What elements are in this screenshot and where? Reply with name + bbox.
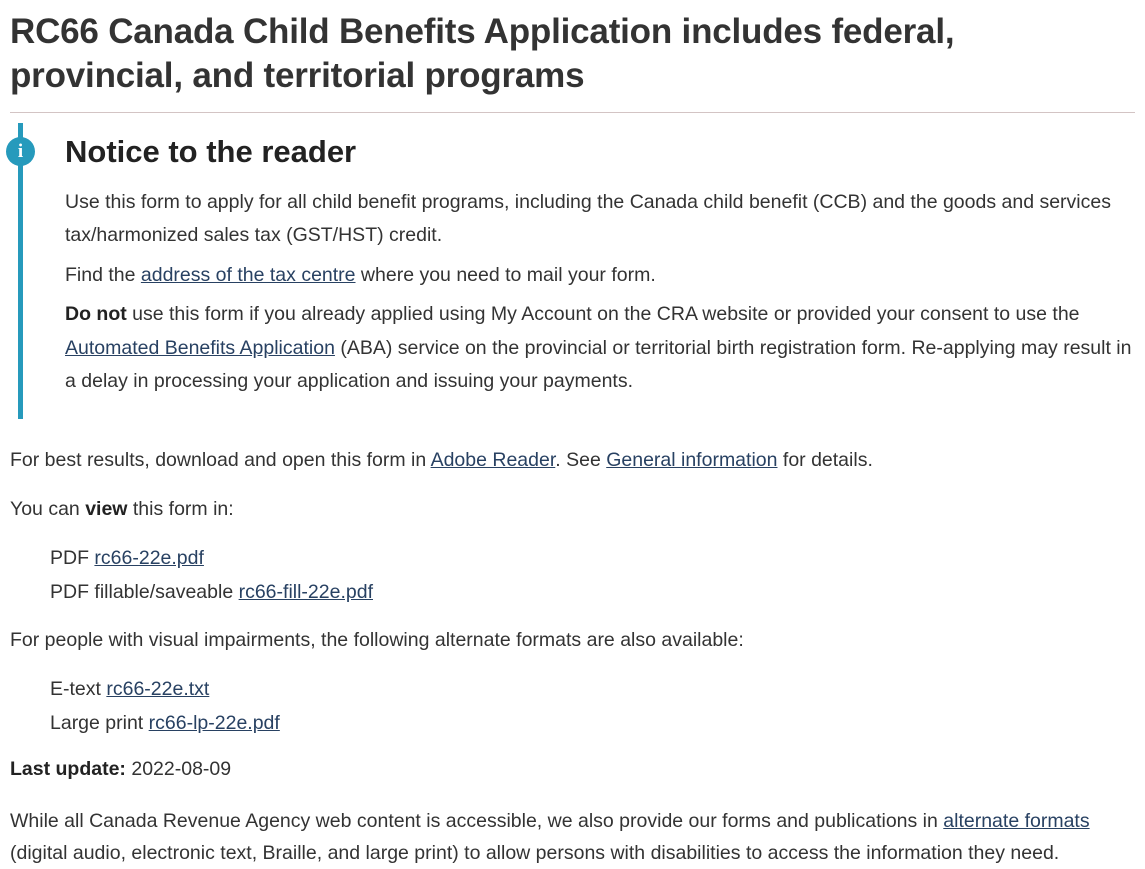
last-update xyxy=(10,755,1135,784)
view-suffix: this form in: xyxy=(127,498,234,521)
notice-p3-part1: use this form if you already applied using My Account on the CRA website or provided your consent to use the xyxy=(126,303,1080,326)
alt-format-label: E-text xyxy=(50,677,107,700)
best-results-suffix: for details. xyxy=(777,448,873,471)
notice-heading: Notice to the reader xyxy=(65,133,357,169)
document-page xyxy=(0,10,1145,869)
list-item xyxy=(50,708,1135,739)
format-list xyxy=(10,543,1135,608)
notice-paragraph-3 xyxy=(65,298,1135,399)
view-form-paragraph xyxy=(10,494,1135,525)
best-results-mid: . See xyxy=(555,448,607,471)
closing-part1: While all Canada Revenue Agency web content is accessible, we also provide our forms and publications in xyxy=(10,810,944,833)
best-results-paragraph xyxy=(10,445,1135,476)
general-information-link[interactable]: General information xyxy=(606,448,778,471)
alternate-format-list xyxy=(10,674,1135,739)
notice-paragraph-2 xyxy=(65,259,1135,293)
notice-p2-prefix: Find the xyxy=(65,263,141,286)
alternate-formats-link[interactable]: alternate formats xyxy=(943,810,1090,833)
notice-to-reader-block xyxy=(18,123,1135,419)
notice-p2-suffix: where you need to mail your form. xyxy=(355,263,656,286)
last-update-value: 2022-08-09 xyxy=(131,758,232,781)
pdf-file-link[interactable]: rc66-22e.pdf xyxy=(94,547,204,570)
notice-paragraph-1: Use this form to apply for all child benefit programs, including the Canada child benefit (CCB) and the goods and services tax/harmonized sales tax (GST/HST) credit. xyxy=(65,190,1111,247)
list-item xyxy=(50,577,1135,608)
tax-centre-address-link[interactable]: address of the tax centre xyxy=(140,263,356,286)
page-title: RC66 Canada Child Benefits Application includes federal, provincial, and territorial programs xyxy=(10,12,955,95)
list-item xyxy=(50,543,1135,574)
view-emphasis: view xyxy=(85,498,128,521)
closing-part2: (digital audio, electronic text, Braille, and large print) to allow persons with disabilities to access the information they need. xyxy=(10,841,1060,864)
info-icon: i xyxy=(6,137,35,166)
alt-format-label: Large print xyxy=(50,712,149,734)
best-results-prefix: For best results, download and open this form in xyxy=(10,448,431,471)
notice-p3-part2: (ABA) service on the provincial or territorial birth registration form. Re-applying may result in a delay in processing your application and issuing your payments. xyxy=(65,336,1132,393)
title-divider xyxy=(10,112,1135,113)
list-item xyxy=(50,674,1135,705)
format-label: PDF fillable/saveable xyxy=(50,581,239,604)
pdf-fillable-file-link[interactable]: rc66-fill-22e.pdf xyxy=(238,581,373,604)
alternate-formats-intro: For people with visual impairments, the following alternate formats are also available: xyxy=(10,628,744,651)
do-not-emphasis: Do not xyxy=(65,303,127,326)
last-update-label: Last update: xyxy=(10,758,126,781)
large-print-file-link[interactable]: rc66-lp-22e.pdf xyxy=(148,712,280,734)
accessibility-statement xyxy=(10,806,1135,868)
automated-benefits-application-link[interactable]: Automated Benefits Application xyxy=(65,336,335,359)
adobe-reader-link[interactable]: Adobe Reader xyxy=(430,448,556,471)
format-label: PDF xyxy=(50,547,95,570)
etext-file-link[interactable]: rc66-22e.txt xyxy=(106,677,210,700)
view-prefix: You can xyxy=(10,498,86,521)
